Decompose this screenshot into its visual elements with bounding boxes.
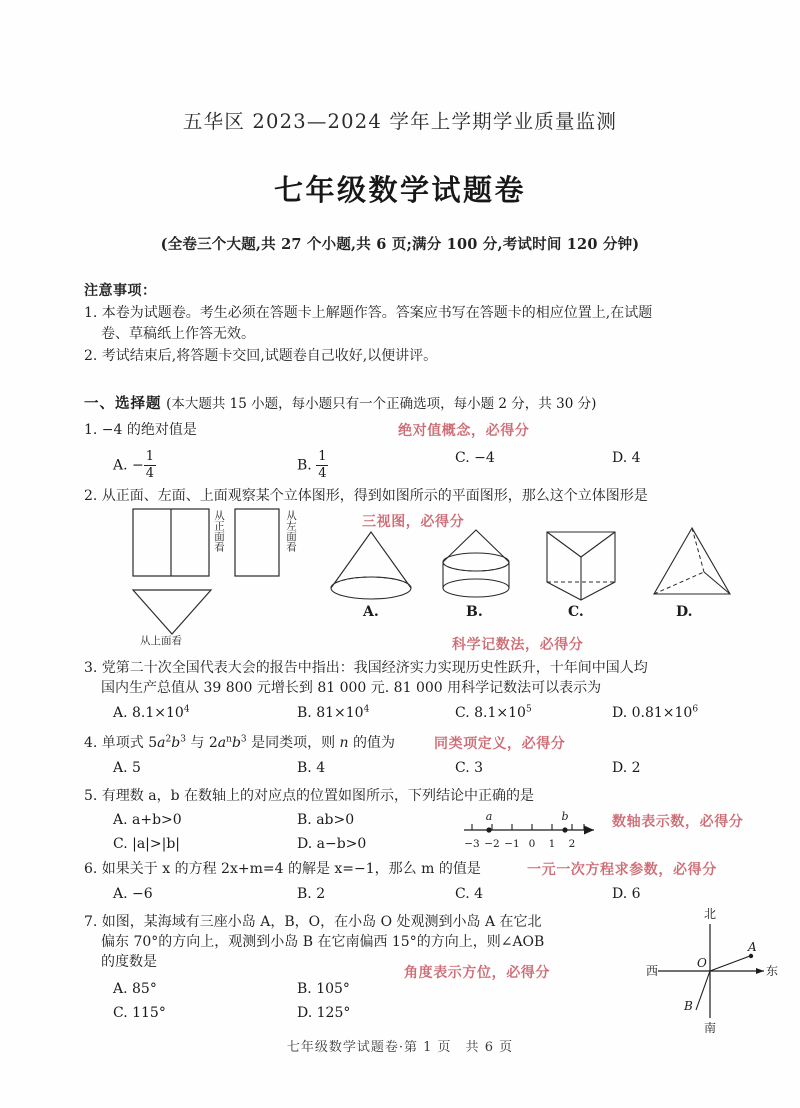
svg-text:O: O — [697, 956, 707, 970]
notice-block — [84, 281, 724, 367]
section-label: 一、选择题 — [84, 395, 162, 412]
question-6 — [84, 859, 481, 879]
notice-item-1-line1: 1. 本卷为试题卷。考生必须在答题卡上解题作答。答案应书写在答题卡的相应位置上,在试题 — [84, 305, 653, 321]
compass-figure — [634, 906, 786, 1036]
option-1-d: D. 4 — [612, 450, 641, 466]
option-2-d-figure — [648, 524, 736, 602]
option-2-b-figure — [434, 528, 518, 604]
question-6-stem: 6. 如果关于 x 的方程 2x+m=4 的解是 x=−1，那么 m 的值是 — [84, 861, 481, 877]
option-4-a: A. 5 — [113, 760, 141, 776]
exam-info-subtitle: (全卷三个大题,共 27 个小题,共 6 页;满分 100 分,考试时间 120 分钟) — [160, 236, 640, 253]
svg-text:−2: −2 — [484, 838, 500, 850]
option-3-b: B. $81\times 10^4$ — [297, 704, 370, 721]
svg-text:A: A — [748, 940, 757, 954]
section-heading — [84, 392, 744, 413]
question-4-stem: 4. 单项式 $5a^2b^3$ 与 $2a^nb^3$ 是同类项，则 n 的值为 — [84, 734, 396, 751]
option-2-a-figure — [328, 528, 414, 604]
annotation-q4: 同类项定义，必得分 — [434, 736, 566, 752]
question-2 — [84, 486, 648, 506]
svg-text:北: 北 — [703, 907, 717, 921]
svg-text:a: a — [485, 810, 493, 823]
annotation-q3: 科学记数法，必得分 — [452, 637, 584, 653]
question-7-stem-line3: 的度数是 — [101, 954, 157, 970]
three-view-figure — [131, 506, 341, 638]
option-2-c-figure — [541, 524, 621, 604]
option-2-b-letter: B. — [466, 604, 483, 620]
option-7-b: B. 105° — [297, 981, 350, 997]
label-left-view: 从左面看 — [285, 510, 297, 552]
opt1a-numerator: 1 — [145, 449, 155, 464]
page-title: 七年级数学试题卷 — [273, 173, 526, 207]
svg-text:西: 西 — [646, 964, 659, 978]
svg-text:B: B — [684, 999, 693, 1013]
notice-title: 注意事项： — [84, 283, 157, 299]
school-term-line: 五华区 2023—2024 学年上学期学业质量监测 — [182, 110, 618, 133]
option-6-b: B. 2 — [297, 886, 326, 902]
svg-text:−1: −1 — [504, 838, 520, 850]
label-front-view: 从正面看 — [213, 510, 225, 552]
opt1b-numerator: 1 — [318, 449, 327, 464]
question-3 — [84, 658, 648, 698]
notice-item-1-line2: 卷、草稿纸上作答无效。 — [101, 326, 255, 342]
option-5-a: A. a+b>0 — [113, 812, 182, 828]
annotation-q7: 角度表示方位，必得分 — [404, 965, 550, 981]
svg-text:0: 0 — [528, 838, 536, 850]
question-1-stem: 1. −4 的绝对值是 — [84, 422, 197, 438]
option-2-d-letter: D. — [676, 604, 693, 620]
annotation-q1: 绝对值概念，必得分 — [398, 423, 530, 439]
number-line-figure — [460, 808, 608, 852]
question-7-stem-line1: 7. 如图，某海域有三座小岛 A，B，O，在小岛 O 处观测到小岛 A 在它北 — [84, 914, 542, 930]
option-1-a: A. − $\frac{1}{4}$ — [113, 449, 155, 481]
question-1 — [84, 420, 197, 440]
option-7-a: A. 85° — [113, 981, 157, 997]
option-2-c-letter: C. — [568, 604, 584, 620]
question-7-stem-line2: 偏东 70°的方向上，观测到小岛 B 在它南偏西 15°的方向上，则∠AOB — [101, 934, 545, 950]
option-1-c: C. −4 — [455, 450, 495, 466]
option-6-c: C. 4 — [455, 886, 484, 902]
svg-text:1: 1 — [548, 838, 556, 850]
svg-text:−3: −3 — [464, 838, 480, 850]
option-3-a: A. $8.1\times 10^4$ — [113, 704, 190, 721]
option-7-c: C. 115° — [113, 1005, 166, 1021]
svg-text:b: b — [561, 810, 569, 823]
annotation-q2: 三视图，必得分 — [362, 514, 465, 530]
option-2-a-letter: A. — [363, 604, 379, 620]
opt1a-denominator: 4 — [145, 465, 155, 481]
option-7-d: D. 125° — [297, 1005, 351, 1021]
notice-item-2: 2. 考试结束后,将答题卡交回,试题卷自己收好,以便讲评。 — [84, 348, 438, 364]
section-description: (本大题共 15 小题，每小题只有一个正确选项，每小题 2 分，共 30 分) — [166, 396, 597, 412]
option-4-d: D. 2 — [612, 760, 641, 776]
question-5 — [84, 786, 534, 806]
option-4-c: C. 3 — [455, 760, 484, 776]
question-3-stem-line1: 3. 党第二十次全国代表大会的报告中指出：我国经济实力实现历史性跃升，十年间中国人均 — [84, 660, 648, 676]
svg-text:2: 2 — [568, 838, 576, 850]
question-4 — [84, 733, 395, 753]
label-top-view: 从上面看 — [140, 635, 182, 647]
option-6-d: D. 6 — [612, 886, 641, 902]
option-3-d: D. $0.81\times 10^6$ — [612, 704, 699, 721]
svg-text:南: 南 — [703, 1021, 717, 1035]
option-1-b: B. $\frac{1}{4}$ — [297, 449, 327, 481]
option-5-b: B. ab>0 — [297, 812, 355, 828]
page-footer: 七年级数学试题卷·第 1 页 共 6 页 — [286, 1040, 514, 1055]
question-5-stem: 5. 有理数 a，b 在数轴上的对应点的位置如图所示，下列结论中正确的是 — [84, 788, 535, 804]
annotation-q5: 数轴表示数，必得分 — [612, 814, 744, 830]
option-3-c: C. $8.1\times 10^5$ — [455, 704, 532, 721]
option-6-a: A. −6 — [113, 886, 153, 902]
question-2-stem: 2. 从正面、左面、上面观察某个立体图形，得到如图所示的平面图形，那么这个立体图形是 — [84, 488, 648, 504]
opt1b-denominator: 4 — [318, 465, 327, 481]
option-4-b: B. 4 — [297, 760, 326, 776]
option-5-c: C. |a|>|b| — [113, 836, 181, 852]
svg-text:东: 东 — [766, 964, 779, 978]
option-5-d: D. a−b>0 — [297, 836, 367, 852]
annotation-q6: 一元一次方程求参数，必得分 — [527, 862, 717, 878]
question-3-stem-line2: 国内生产总值从 39 800 元增长到 81 000 元. 81 000 用科学记数法可以表示为 — [101, 680, 602, 696]
